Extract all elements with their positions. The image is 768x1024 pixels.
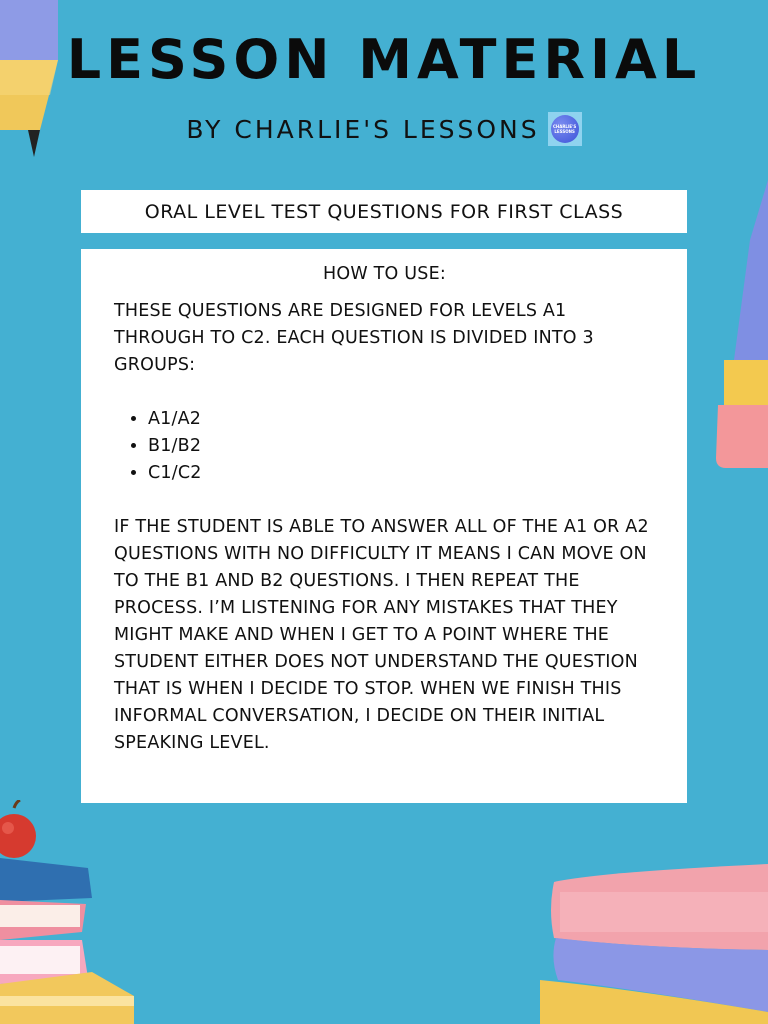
books-illustration-bottom-right bbox=[540, 862, 768, 1024]
books-and-apple-illustration bbox=[0, 800, 140, 1024]
level-list bbox=[114, 406, 655, 487]
level-item: • B1/B2 bbox=[148, 433, 655, 460]
pencil-illustration-right bbox=[712, 180, 768, 470]
page-title: LESSON MATERIAL bbox=[66, 28, 702, 91]
charlies-lessons-logo bbox=[548, 112, 582, 146]
intro-paragraph: THESE QUESTIONS ARE DESIGNED FOR LEVELS A1 THROUGH TO C2. EACH QUESTION IS DIVIDED INTO 3 GROUPS: bbox=[114, 301, 594, 375]
level-item: • A1/A2 bbox=[148, 406, 655, 433]
how-to-use-heading: HOW TO USE: bbox=[323, 264, 446, 284]
logo-circle: CHARLIE'S LESSONS bbox=[551, 115, 579, 143]
level-item: • C1/C2 bbox=[148, 460, 655, 487]
author-byline: BY CHARLIE'S LESSONS bbox=[186, 114, 540, 144]
subtitle-panel bbox=[81, 190, 687, 233]
instructions-panel bbox=[81, 249, 687, 803]
byline bbox=[0, 112, 768, 146]
document-subtitle: ORAL LEVEL TEST QUESTIONS FOR FIRST CLASS bbox=[144, 200, 624, 223]
procedure-paragraph: IF THE STUDENT IS ABLE TO ANSWER ALL OF THE A1 OR A2 QUESTIONS WITH NO DIFFICULTY IT MEANS I CAN MOVE ON TO THE B1 AND B2 QUESTIONS. I THEN REPEAT THE PROCESS. I’M LISTENING FOR ANY MISTAKES THAT THEY MIGHT MAKE AND WHEN I GET TO A POINT WHERE THE STUDENT EITHER DOES NOT UNDERSTAND THE QUESTION THAT IS WHEN I DECIDE TO STOP. WHEN WE FINISH THIS INFORMAL CONVERSATION, I DECIDE ON THEIR INITIAL SPEAKING LEVEL. bbox=[114, 517, 649, 753]
